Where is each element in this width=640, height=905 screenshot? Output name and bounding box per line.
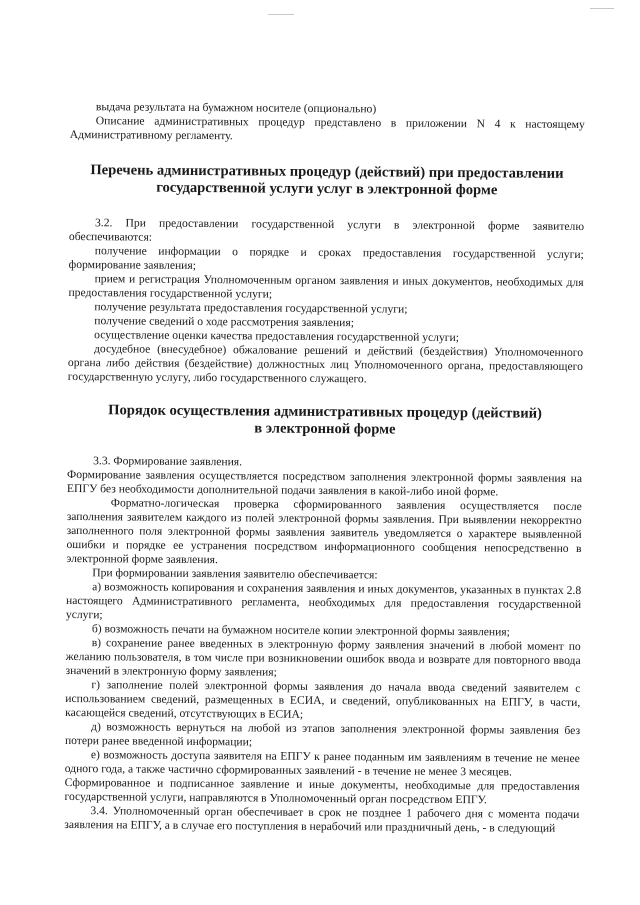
section-heading: Порядок осуществления административных процедур (действий) в электронной форме: [108, 402, 543, 438]
paragraph: 3.3. Формирование заявления.: [93, 454, 243, 469]
list-item: прием и регистрация Уполномоченным органом заявления и иных документов, необходимых для предоставления государственной услуги;: [68, 272, 584, 301]
paragraph: Сформированное и подписанное заявление и иные документы, необходимые для предоставления государственной услуги, направляются в Уполномоченный орган посредством ЕПГУ.: [64, 775, 580, 807]
scan-artifact: [268, 14, 294, 15]
scan-artifact: [590, 8, 614, 9]
paragraph: 3.4. Уполномоченный орган обеспечивает в срок не позднее 1 рабочего дня с момента подачи заявления на ЕПГУ, а в случае его поступления в нерабочий или праздничный день, - в следующий: [64, 804, 580, 835]
list-item: досудебное (внесудебное) обжалование решений и действий (бездействия) Уполномоченного органа либо действия (бездействие) должностных лиц Уполномоченного органа, предоставляющего государственную услугу, либо государственного служащего.: [67, 342, 584, 386]
paragraph: При формировании заявления заявителю обеспечивается:: [92, 566, 378, 582]
list-item: д) возможность вернуться на любой из этапов заполнения электронной формы заявления без потери ранее введенной информации;: [64, 720, 581, 749]
list-item: е) возможность доступа заявителя на ЕПГУ к ранее поданным им заявлениям в течение не менее одного года, а также частично сформированных заявлений - в течение не менее 3 месяцев.: [64, 748, 580, 779]
paragraph: 3.2. При предоставлении государственной услуги в электронной форме заявителю обеспечиваются:: [68, 216, 585, 244]
list-item: г) заполнение полей электронной формы заявления до начала ввода сведений заявителем с использованием сведений, размещенных в ЕСИА, и сведений, опубликованных на ЕПГУ, в части, касающейся сведений, отсутствующих в ЕСИА;: [65, 678, 581, 721]
list-item: в) сохранение ранее введенных в электронную форму заявления значений в любой момент по желанию пользователя, в том числе при возникновении ошибок ввода и возврате для повторного ввода значений в электронную форму заявления;: [65, 636, 581, 679]
list-item: получение информации о порядке и сроках предоставления государственной услуги; формирование заявления;: [68, 244, 584, 272]
list-item: получение сведений о ходе рассмотрения заявления;: [94, 314, 355, 330]
list-item: а) возможность копирования и сохранения заявления и иных документов, указанных в пунктах 2.8 настоящего Административного регламента, необходимых для предоставления государственной услуги;: [65, 580, 582, 622]
list-item: осуществление оценки качества предоставления государственной услуги;: [94, 328, 460, 345]
paragraph: Описание административных процедур представлено в приложении N 4 к настоящему Административному регламенту.: [69, 114, 585, 143]
paragraph: Форматно-логическая проверка сформированного заявления осуществляется после заполнения заявителем каждого из полей электронной формы заявления. При выявлении некорректно заполненного поля электронной формы заявления заявитель уведомляется о характере выявленной ошибки и порядке ее устранения посредством информационного сообщения непосредственно в электронной форме заявления.: [66, 496, 582, 567]
list-item: б) возможность печати на бумажном носителе копии электронной формы заявления;: [91, 622, 510, 639]
list-item: получение результата предоставления государственной услуги;: [94, 300, 408, 316]
document-body: [64, 100, 585, 836]
paragraph: Формирование заявления осуществляется посредством заполнения электронной формы заявления на ЕПГУ без необходимости дополнительной подачи заявления в какой-либо иной форме.: [66, 467, 583, 499]
paragraph: выдача результата на бумажном носителе (опционально): [95, 100, 377, 116]
section-heading: Перечень административных процедур (действий) при предоставлении государственной услуги услуг в электронной форме: [90, 162, 564, 199]
